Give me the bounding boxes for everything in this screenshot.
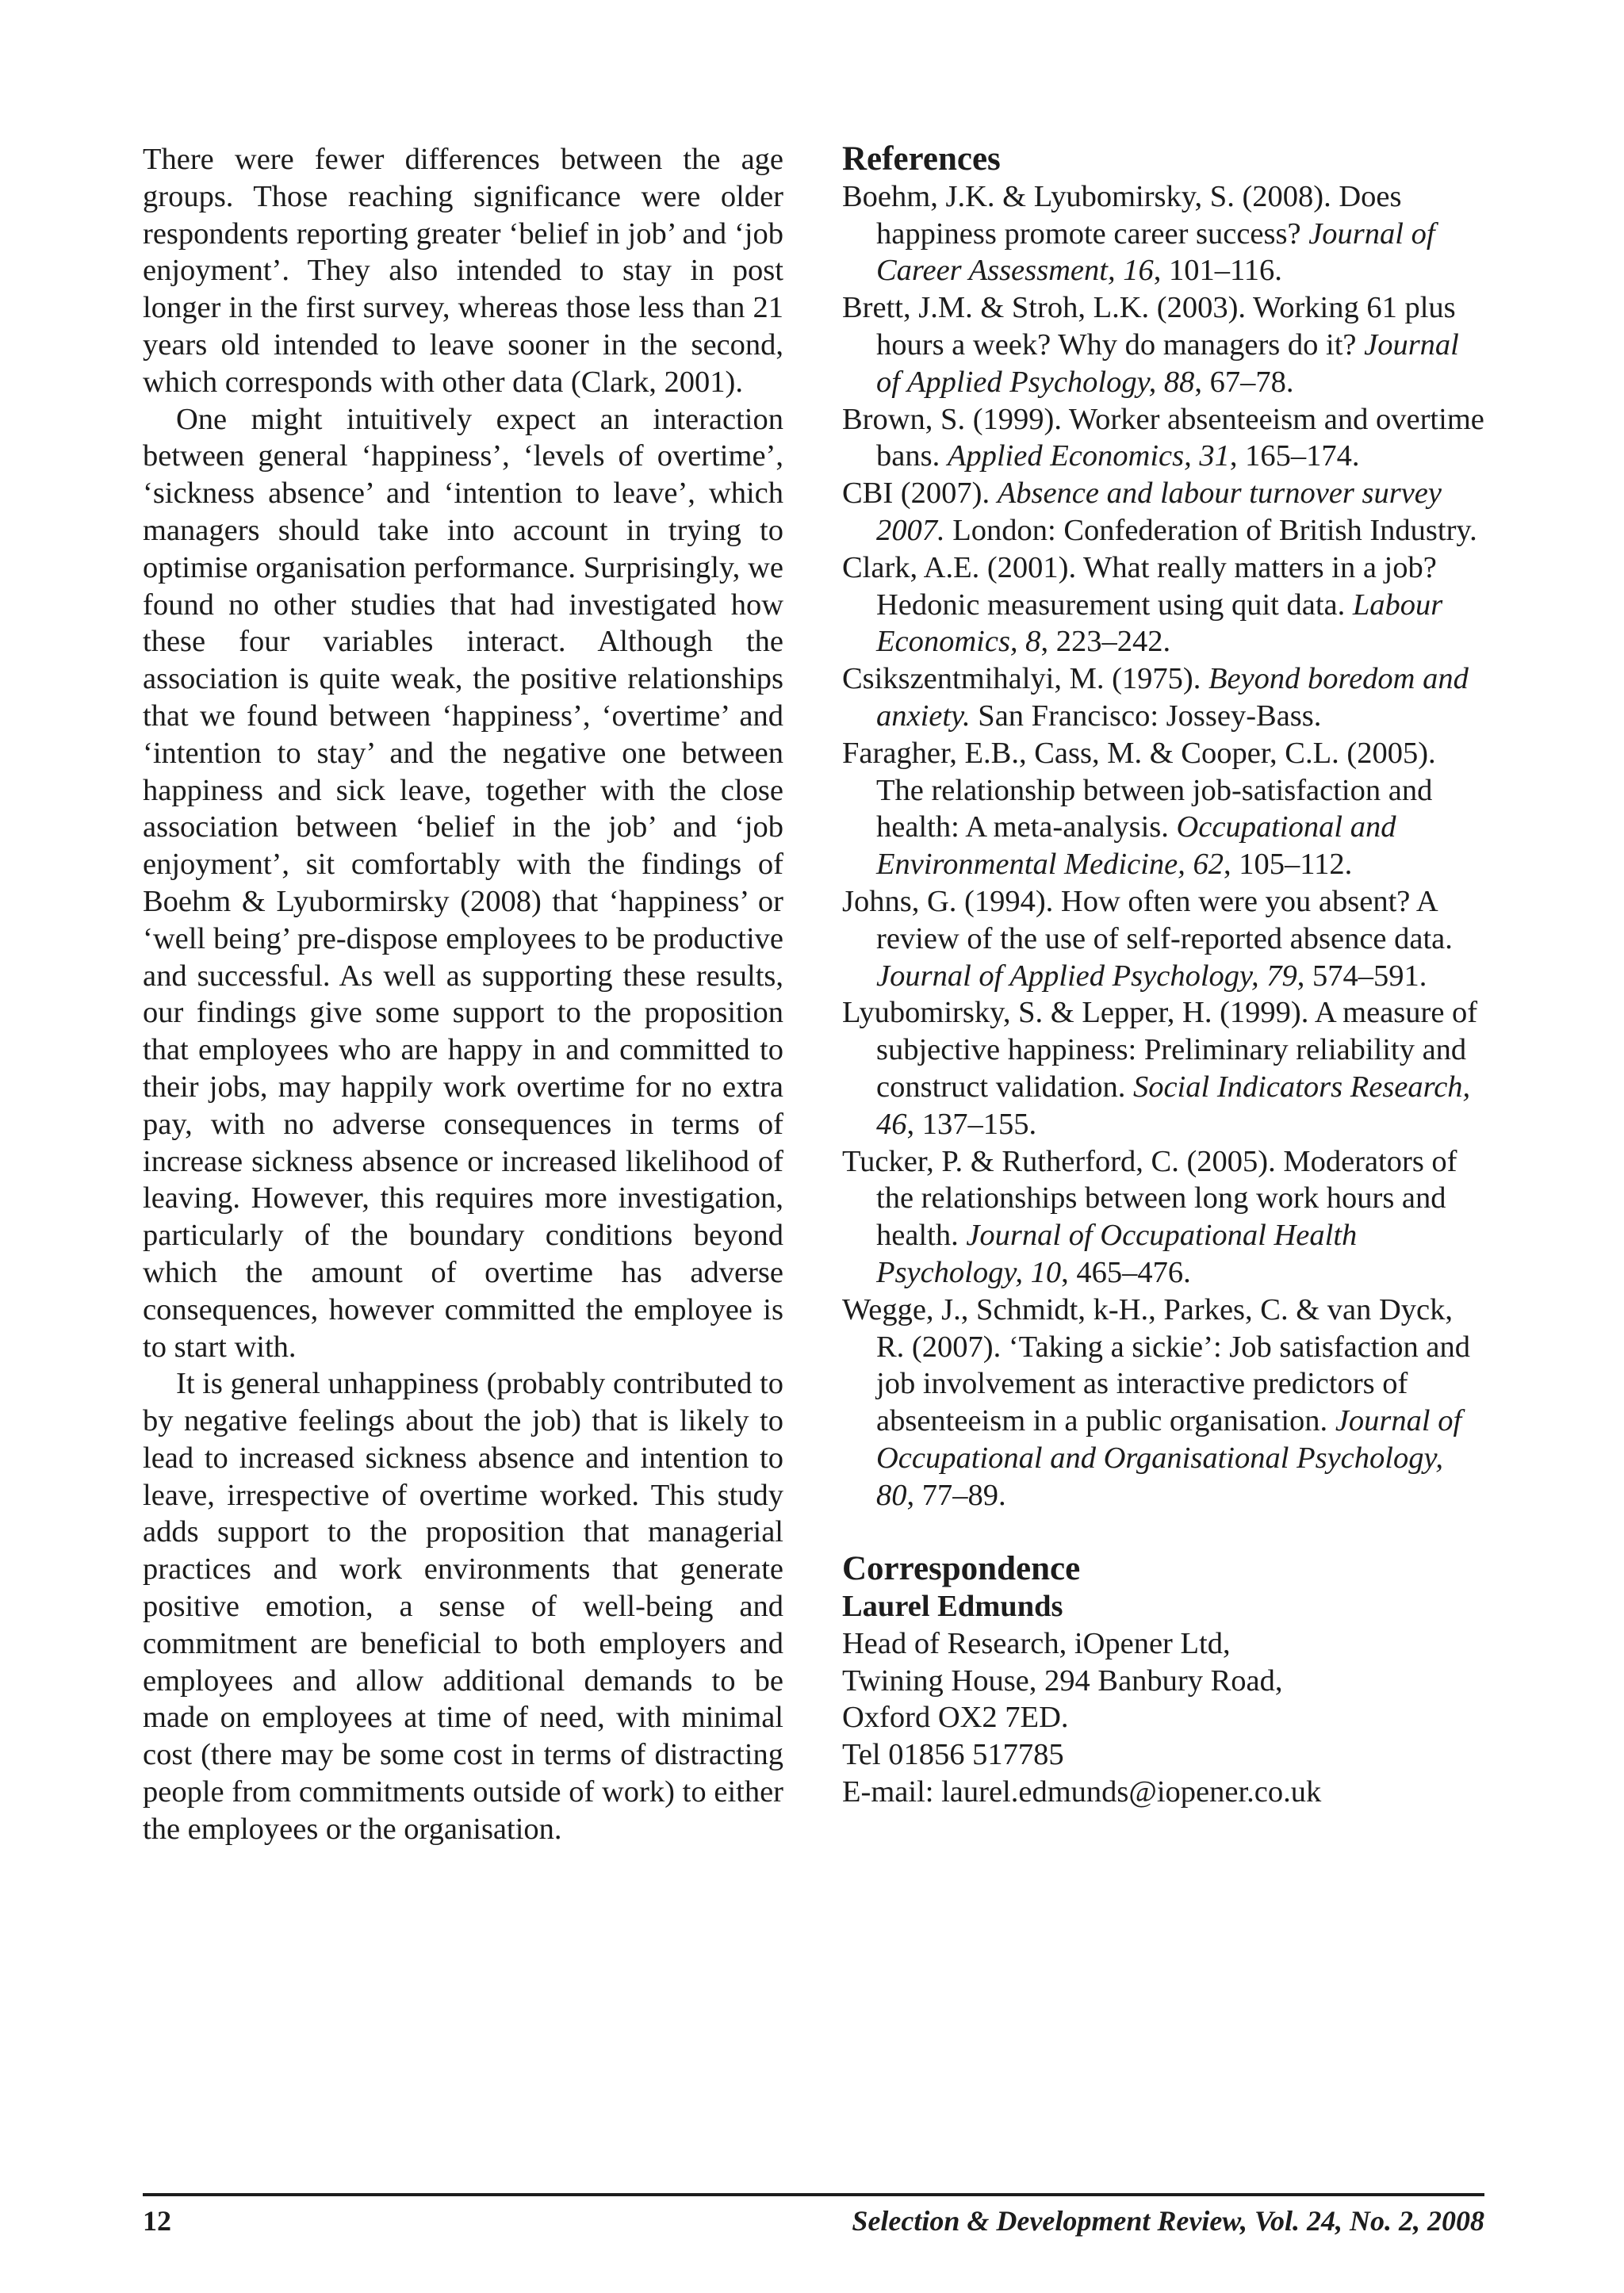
reference-source: Journal of Occupational and Organisational Psychology, 80 [876,1404,1462,1512]
correspondence-email: E-mail: laurel.edmunds@iopener.co.uk [842,1775,1322,1809]
reference-pages: , 137–155. [906,1107,1037,1141]
reference-source: Applied Economics, 31 [947,439,1230,473]
reference-text: Lyubomirsky, S. & Lepper, H. (1999). A measure of subjective happiness: Preliminary reliability and construct validation. [842,996,1478,1104]
reference-pages: , 223–242. [1040,625,1171,659]
correspondence-heading: Correspondence [842,1550,1081,1588]
reference-source: Journal of Applied Psychology, 88 [876,327,1459,399]
reference-item [842,401,1484,476]
reference-text: Wegge, J., Schmidt, k-H., Parkes, C. & van Dyck, R. (2007). ‘Taking a sickie’: Job satisfaction and job involvement as interactive predictors of absenteeism in a public organisation. [842,1292,1470,1438]
reference-text: Boehm, J.K. & Lyubomirsky, S. (2008). Does happiness promote career success? [842,179,1402,251]
reference-text: Csikszentmihalyi, M. (1975). [842,662,1208,696]
reference-item [842,883,1484,994]
reference-item [842,178,1484,289]
reference-pages: , 465–476. [1061,1255,1191,1289]
reference-text: Tucker, P. & Rutherford, C. (2005). Moderators of the relationships between long work hours and health. [842,1144,1457,1253]
correspondence-line: Head of Research, iOpener Ltd, [842,1626,1231,1660]
reference-source: Journal of Applied Psychology, 79 [876,959,1297,993]
reference-text: Clark, A.E. (2001). What really matters in a job? Hedonic measurement using quit data. [842,550,1437,622]
reference-source: Occupational and Environmental Medicine, 62 [876,810,1396,882]
correspondence-line: Oxford OX2 7ED. [842,1701,1069,1735]
reference-pages: , 574–591. [1297,959,1427,993]
reference-text: Brown, S. (1999). Worker absenteeism and overtime bans. [842,402,1484,473]
right-column [842,141,1484,1811]
reference-text: CBI (2007). [842,477,998,511]
reference-text: Johns, G. (1994). How often were you absent? A review of the use of self-reported absence data. [842,884,1453,955]
reference-source: Beyond boredom and anxiety. [876,662,1469,733]
reference-source: Journal of Career Assessment, 16 [876,216,1435,288]
reference-item [842,1292,1484,1514]
body-paragraph: One might intuitively expect an interaction between general ‘happiness’, ‘levels of overtime’, ‘sickness absence’ and ‘intention to leave’, which managers should take into account in trying to optimise organisation performance. Surprisingly, we found no other studies that had investigated how these four variables interact. Although the association is quite weak, the positive relationships that we found between ‘happiness’, ‘overtime’ and ‘intention to stay’ and the negative one between happiness and sick leave, together with the close association between ‘belief in the job’ and ‘job enjoyment’, sit comfortably with the findings of Boehm & Lyubormirsky (2008) that ‘happiness’ or ‘well being’ pre-dispose employees to be productive and successful. As well as supporting these results, our findings give some support to the proposition that employees who are happy in and committed to their jobs, may happily work overtime for no extra pay, with no adverse consequences in terms of increase sickness absence or increased likelihood of leaving. However, this requires more investigation, particularly of the boundary conditions beyond which the amount of overtime has adverse consequences, however committed the employee is to start with. [143,402,783,1364]
reference-pages: San Francisco: Jossey-Bass. [970,699,1322,733]
reference-text: Brett, J.M. & Stroh, L.K. (2003). Working 61 plus hours a week? Why do managers do it? [842,291,1456,362]
reference-item [842,289,1484,400]
reference-pages: , 165–174. [1229,439,1360,473]
references-heading: References [842,140,1001,178]
reference-item [842,475,1484,549]
correspondence-line: Tel 01856 517785 [842,1738,1064,1772]
reference-item [842,549,1484,660]
reference-pages: , 67–78. [1194,365,1294,399]
body-paragraph: It is general unhappiness (probably contributed to by negative feelings about the job) that is likely to lead to increased sickness absence and intention to leave, irrespective of overtime worked. This study adds support to the proposition that managerial practices and work environments that generate positive emotion, a sense of well-being and commitment are beneficial to both employers and employees and allow additional demands to be made on employees at time of need, with minimal cost (there may be some cost in terms of distracting people from commitments outside of work) to either the employees or the organisation. [143,1367,783,1846]
journal-citation: Selection & Development Review, Vol. 24, No. 2, 2008 [852,2205,1484,2237]
reference-list [842,178,1484,1514]
footer-rule [143,2193,1484,2196]
reference-source: Journal of Occupational Health Psychology, 10 [876,1219,1358,1289]
reference-item [842,735,1484,883]
reference-pages: , 77–89. [906,1478,1006,1512]
reference-text: Faragher, E.B., Cass, M. & Cooper, C.L. (2005). The relationship between job-satisfaction and health: A meta-analysis. [842,736,1436,844]
reference-source: Labour Economics, 8 [876,588,1443,659]
body-text-column [143,141,783,1848]
page-number: 12 [143,2205,171,2237]
reference-item [842,994,1484,1143]
reference-item [842,1143,1484,1292]
reference-pages: , 101–116. [1153,254,1282,288]
correspondence-line: Twining House, 294 Banbury Road, [842,1663,1283,1698]
reference-item [842,660,1484,735]
body-paragraph: There were fewer differences between the age groups. Those reaching significance were older respondents reporting greater ‘belief in job’ and ‘job enjoyment’. They also intended to stay in post longer in the first survey, whereas those less than 21 years old intended to leave sooner in the second, which corresponds with other data (Clark, 2001). [143,143,783,399]
reference-pages: London: Confederation of British Industry. [944,513,1477,547]
correspondence-name: Laurel Edmunds [842,1590,1063,1624]
reference-source: Social Indicators Research, 46 [876,1070,1471,1141]
reference-source: Absence and labour turnover survey 2007. [876,477,1442,547]
reference-pages: , 105–112. [1224,848,1353,882]
